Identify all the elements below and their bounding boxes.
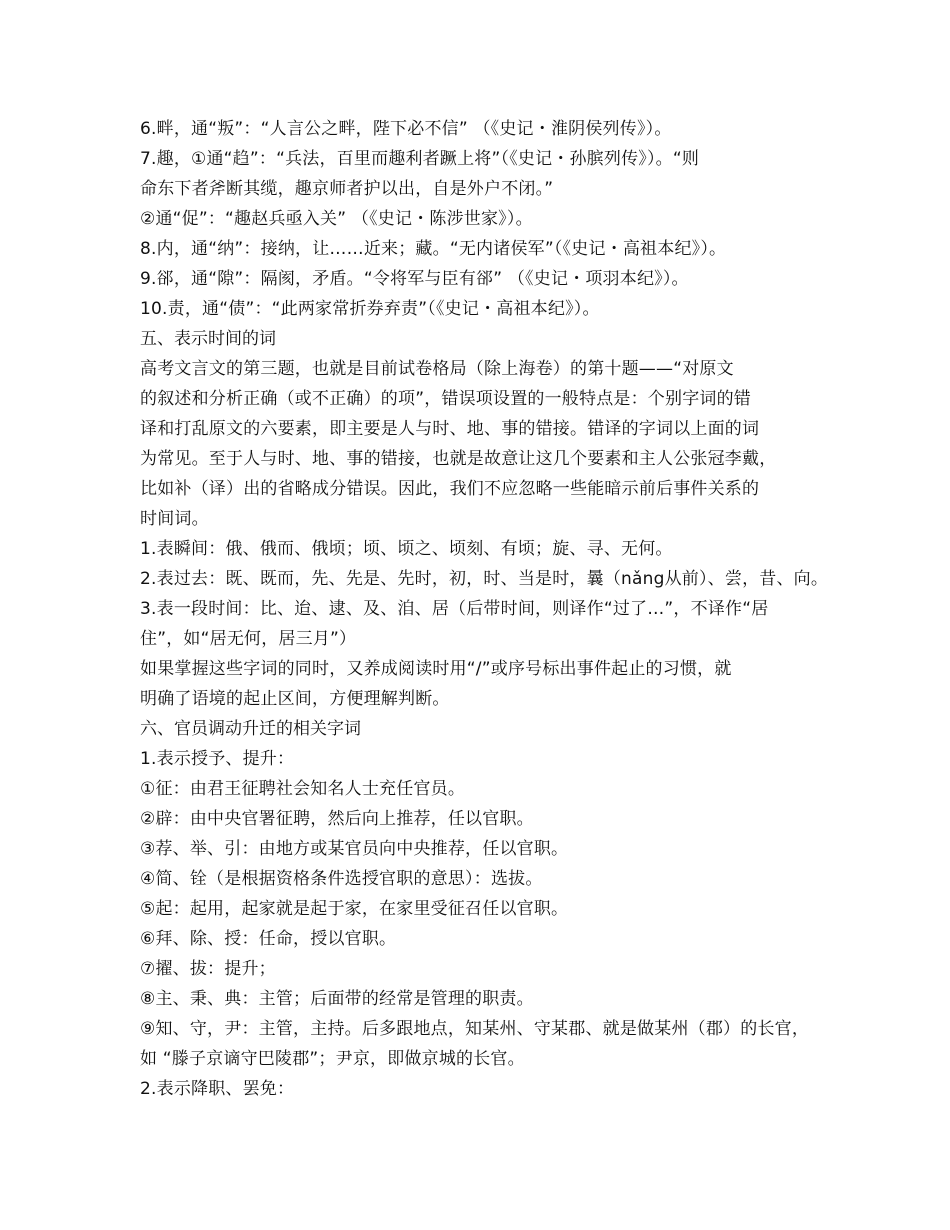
text-line: ⑨知、守，尹：主管，主持。后多跟地点，知某州、守某郡、就是做某州（郡）的长官， [140, 1019, 810, 1039]
text-line: 2.表过去：既、既而，先、先是、先时，初，时、当是时，曩（nǎng从前）、尝，昔、向。 [140, 569, 829, 589]
text-line: 住”，如“居无何，居三月”） [140, 629, 357, 649]
text-line: ⑤起：起用，起家就是起于家，在家里受征召任以官职。 [140, 899, 569, 919]
text-line: 如 “滕子京谪守巴陵郡”；尹京，即做京城的长官。 [140, 1049, 525, 1069]
text-line: ②辟：由中央官署征聘，然后向上推荐，任以官职。 [140, 809, 534, 829]
text-line: 为常见。至于人与时、地、事的错接，也就是故意让这几个要素和主人公张冠李戴， [140, 449, 777, 469]
text-line: 10.责，通“债”：“此两家常折券弃责”（《史记・高祖本纪》）。 [140, 299, 600, 319]
text-line: ②通“促”：“趣赵兵亟入关” （《史记・陈涉世家》）。 [140, 209, 533, 229]
text-line: 高考文言文的第三题，也就是目前试卷格局（除上海卷）的第十题——“对原文 [140, 359, 734, 379]
text-line: ⑥拜、除、授：任命，授以官职。 [140, 929, 397, 949]
text-line: ④简、铨（是根据资格条件选授官职的意思）：选拔。 [140, 869, 543, 889]
text-line: 译和打乱原文的六要素，即主要是人与时、地、事的错接。错译的字词以上面的词 [140, 419, 760, 439]
text-line: 2.表示降职、罢免： [140, 1079, 295, 1099]
text-line: ⑦擢、拔：提升； [140, 959, 276, 979]
text-line: 3.表一段时间：比、迨、逮、及、洎、居（后带时间，则译作“过了…”，不译作“居 [140, 599, 769, 619]
section-heading: 六、官员调动升迁的相关字词 [140, 719, 361, 739]
text-line: 的叙述和分析正确（或不正确）的项”，错误项设置的一般特点是：个别字词的错 [140, 389, 752, 409]
text-line: 6.畔，通“叛”：“人言公之畔，陛下必不信” （《史记・淮阴侯列传》）。 [140, 119, 672, 139]
text-line: 明确了语境的起止区间，方便理解判断。 [140, 689, 450, 709]
text-line: 7.趣，①通“趋”：“兵法，百里而趣利者蹶上将”（《史记・孙膑列传》）。“则 [140, 149, 700, 169]
text-line: 命东下者斧断其缆，趣京师者护以出，自是外户不闭。” [140, 179, 554, 199]
text-line: 8.内，通“纳”：接纳，让……近来；藏。“无内诸侯军”（《史记・高祖本纪》）。 [140, 239, 727, 259]
text-line: 如果掌握这些字词的同时，又养成阅读时用“/”或序号标出事件起止的习惯，就 [140, 659, 732, 679]
text-line: ③荐、举、引：由地方或某官员向中央推荐，任以官职。 [140, 839, 569, 859]
text-line: ①征：由君王征聘社会知名人士充任官员。 [140, 779, 466, 799]
text-line: 1.表示授予、提升： [140, 749, 295, 769]
text-line: 1.表瞬间：俄、俄而、俄顷；顷、顷之、顷刻、有顷；旋、寻、无何。 [140, 539, 673, 559]
text-line: 比如补（译）出的省略成分错误。因此，我们不应忽略一些能暗示前后事件关系的 [140, 479, 760, 499]
document-page [140, 114, 829, 1104]
section-heading: 五、表示时间的词 [140, 329, 276, 349]
text-line: 9.郤，通“隙”：隔阂，矛盾。“令将军与臣有郤” （《史记・项羽本纪》）。 [140, 269, 689, 289]
text-line: ⑧主、秉、典：主管；后面带的经常是管理的职责。 [140, 989, 534, 1009]
text-line: 时间词。 [140, 509, 209, 529]
